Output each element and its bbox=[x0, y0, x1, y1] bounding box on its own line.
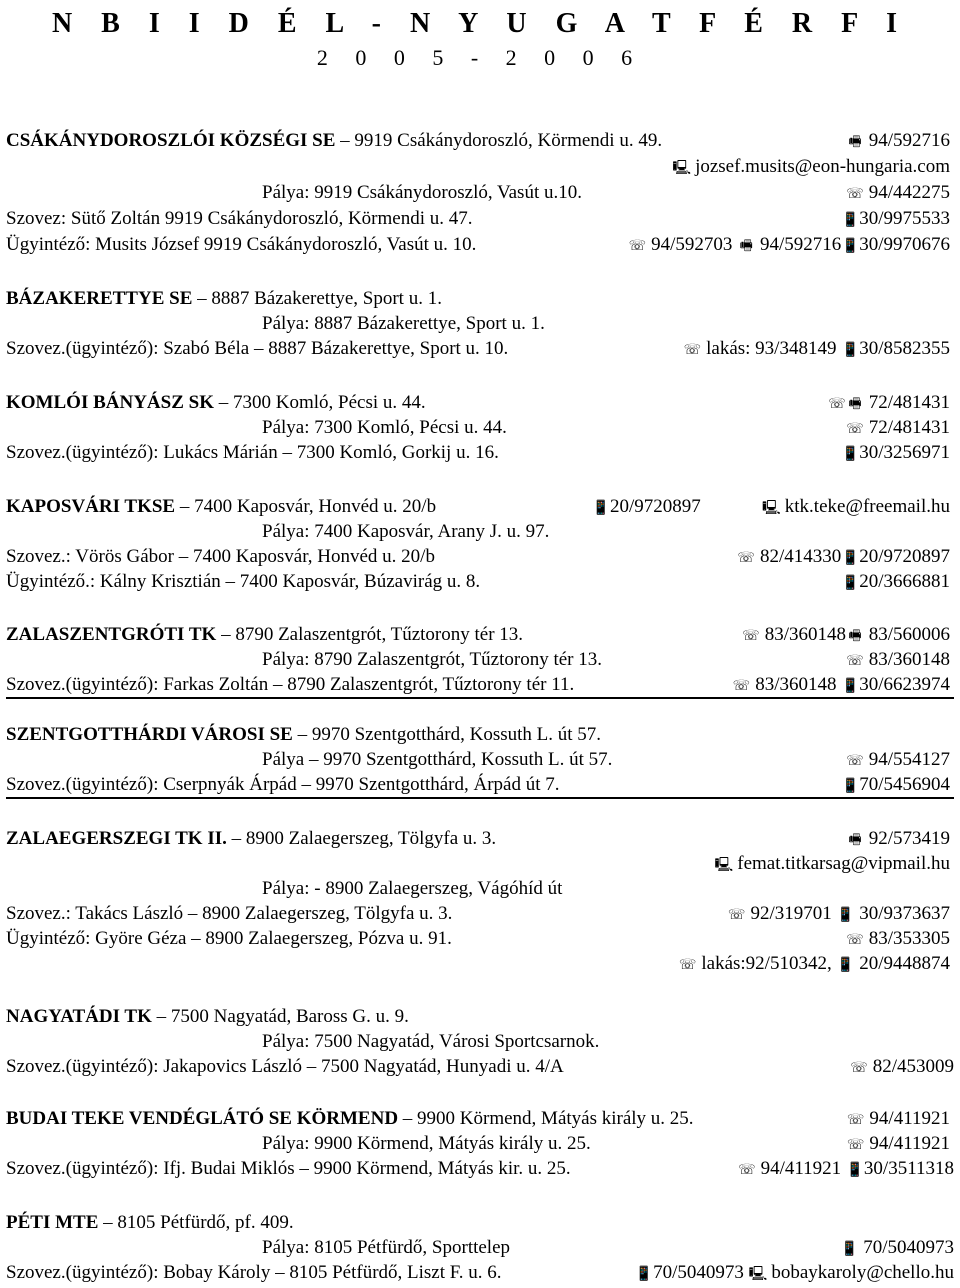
szovez-contacts: ☏ 83/360148 📱30/6623974 bbox=[732, 674, 950, 695]
club-phone-fax: ☏ 83/360148 🖷 83/560006 bbox=[742, 624, 950, 645]
club-szovez: Szovez.(ügyintéző): Farkas Zoltán – 8790 Zalaszentgrót, Tűztorony tér 11. bbox=[6, 674, 575, 695]
club-address: – 8105 Pétfürdő, pf. 409. bbox=[98, 1212, 294, 1233]
szovez-mobile: 📱30/3256971 bbox=[841, 442, 950, 463]
club-name: CSÁKÁNYDOROSZLÓI KÖZSÉGI SE bbox=[6, 130, 336, 151]
mobile-icon: 📱 bbox=[836, 907, 855, 923]
club-header bbox=[6, 1212, 294, 1234]
ugyintezo-mobile: 📱20/3666881 bbox=[841, 571, 950, 592]
club-fax: 🖷 94/592716 bbox=[846, 130, 950, 153]
club-szovez: Szovez.(ügyintéző): Bobay Károly – 8105 Pétfürdő, Liszt F. u. 6. bbox=[6, 1262, 502, 1283]
club-address: – 9919 Csákánydoroszló, Körmendi u. 49. bbox=[335, 130, 663, 151]
phone-icon: ☏ bbox=[846, 421, 864, 437]
mobile-icon: 📱 bbox=[841, 342, 859, 358]
phone-icon: ☏ bbox=[850, 1060, 868, 1076]
club-phone-fax: ☏ 🖷 72/481431 bbox=[828, 392, 950, 413]
mobile-icon: 📱 bbox=[846, 1162, 864, 1178]
mobile-icon: 📱 bbox=[592, 500, 610, 516]
club-address: – 8887 Bázakerettye, Sport u. 1. bbox=[192, 288, 442, 309]
club-venue: Pálya: 8790 Zalaszentgrót, Tűztorony tér 13. bbox=[262, 649, 602, 670]
venue-phone: ☏ 72/481431 bbox=[846, 417, 950, 438]
club-ugyintezo: Ügyintéző: Györe Géza – 8900 Zalaegerszeg, Pózva u. 91. bbox=[6, 928, 452, 949]
ugyintezo-home-contacts: ☏ lakás:92/510342, 📱 20/9448874 bbox=[678, 953, 950, 974]
mobile-icon: 📱 bbox=[841, 778, 859, 794]
venue-phone: ☏ 83/360148 bbox=[846, 649, 950, 670]
email-icon: 🖳 bbox=[748, 1266, 768, 1282]
club-szovez: Szovez.: Takács László – 8900 Zalaegerszeg, Tölgyfa u. 3. bbox=[6, 903, 453, 924]
section-divider bbox=[6, 797, 954, 799]
fax-icon: 🖷 bbox=[848, 396, 862, 412]
mobile-icon: 📱 bbox=[841, 212, 859, 228]
club-name: PÉTI MTE bbox=[6, 1212, 99, 1233]
mobile-icon: 📱 bbox=[841, 550, 859, 566]
club-header bbox=[6, 1006, 409, 1028]
phone-icon: ☏ bbox=[846, 1112, 865, 1128]
club-szovez: Szovez.(ügyintéző): Ifj. Budai Miklós – 9900 Körmend, Mátyás kir. u. 25. bbox=[6, 1158, 571, 1179]
szovez-contacts: ☏ 94/411921 📱30/3511318 bbox=[738, 1158, 954, 1179]
club-phone: ☏ 94/411921 bbox=[846, 1108, 950, 1129]
club-szovez: Szovez.(ügyintéző): Lukács Márián – 7300 Komló, Gorkij u. 16. bbox=[6, 442, 499, 463]
szovez-mobile: 📱30/9975533 bbox=[841, 208, 950, 229]
phone-icon: ☏ bbox=[727, 907, 746, 923]
club-header bbox=[6, 130, 662, 152]
mobile-icon: 📱 bbox=[836, 957, 855, 973]
venue-phone: ☏ 94/411921 bbox=[846, 1133, 950, 1154]
mobile-icon: 📱 bbox=[841, 238, 859, 254]
phone-icon: ☏ bbox=[846, 932, 864, 948]
club-email[interactable]: 🖳 jozsef.musits@eon-hungaria.com bbox=[672, 156, 950, 177]
club-name: BÁZAKERETTYE SE bbox=[6, 288, 193, 309]
ugyintezo-phone: ☏ 83/353305 bbox=[846, 928, 950, 949]
club-email[interactable]: 🖳 ktk.teke@freemail.hu bbox=[762, 496, 950, 517]
club-name: SZENTGOTTHÁRDI VÁROSI SE bbox=[6, 724, 293, 745]
club-szovez: Szovez.(ügyintéző): Jakapovics László – 7500 Nagyatád, Hunyadi u. 4/A bbox=[6, 1056, 564, 1077]
phone-icon: ☏ bbox=[737, 550, 755, 566]
club-mobile: 📱20/9720897 bbox=[592, 496, 701, 517]
club-venue: Pálya: 8887 Bázakerettye, Sport u. 1. bbox=[262, 313, 545, 334]
email-icon: 🖳 bbox=[672, 160, 691, 176]
club-header bbox=[6, 624, 523, 646]
club-venue: Pálya: 9919 Csákánydoroszló, Vasút u.10. bbox=[262, 182, 582, 203]
phone-icon: ☏ bbox=[678, 957, 697, 973]
club-header bbox=[6, 392, 426, 414]
phone-icon: ☏ bbox=[846, 653, 864, 669]
club-name: KAPOSVÁRI TKSE bbox=[6, 496, 176, 517]
club-name: KOMLÓI BÁNYÁSZ SK bbox=[6, 392, 214, 413]
page-title: N B I I D É L - N Y U G A T F É R F I bbox=[51, 8, 909, 39]
phone-icon: ☏ bbox=[732, 678, 751, 694]
mobile-icon: 📱 bbox=[635, 1266, 653, 1282]
szovez-mobile: 📱70/5456904 bbox=[841, 774, 950, 795]
mobile-icon: 📱 bbox=[841, 446, 859, 462]
phone-icon: ☏ bbox=[846, 753, 864, 769]
club-venue: Pálya: 9900 Körmend, Mátyás király u. 25. bbox=[262, 1133, 591, 1154]
club-header bbox=[6, 724, 601, 746]
club-venue: Pálya: 7500 Nagyatád, Városi Sportcsarnok. bbox=[262, 1031, 600, 1052]
phone-icon: ☏ bbox=[846, 1137, 865, 1153]
mobile-icon: 📱 bbox=[841, 575, 859, 591]
club-venue: Pálya: 7400 Kaposvár, Arany J. u. 97. bbox=[262, 521, 550, 542]
club-address: – 9900 Körmend, Mátyás király u. 25. bbox=[398, 1108, 694, 1129]
club-address: – 8900 Zalaegerszeg, Tölgyfa u. 3. bbox=[226, 828, 497, 849]
club-address: – 7300 Komló, Pécsi u. 44. bbox=[213, 392, 426, 413]
mobile-icon: 📱 bbox=[840, 1241, 859, 1257]
club-header bbox=[6, 288, 442, 310]
ugyintezo-contacts: ☏ 94/592703 🖷 94/592716📱30/9970676 bbox=[628, 234, 950, 255]
club-venue: Pálya: - 8900 Zalaegerszeg, Vágóhíd út bbox=[262, 878, 563, 899]
szovez-contacts: ☏ lakás: 93/348149 📱30/8582355 bbox=[683, 338, 950, 359]
club-header bbox=[6, 496, 436, 518]
club-name: BUDAI TEKE VENDÉGLÁTÓ SE KÖRMEND bbox=[6, 1108, 399, 1129]
venue-phone: ☏ 94/554127 bbox=[846, 749, 950, 770]
club-address: – 9970 Szentgotthárd, Kossuth L. út 57. bbox=[292, 724, 602, 745]
phone-icon: ☏ bbox=[846, 186, 864, 202]
club-fax: 🖷 92/573419 bbox=[846, 828, 950, 851]
club-venue: Pálya – 9970 Szentgotthárd, Kossuth L. út 57. bbox=[262, 749, 613, 770]
club-header bbox=[6, 1108, 694, 1130]
club-szovez: Szovez.(ügyintéző): Cserpnyák Árpád – 9970 Szentgotthárd, Árpád út 7. bbox=[6, 774, 560, 795]
phone-icon: ☏ bbox=[738, 1162, 756, 1178]
szovez-contacts: ☏ 82/414330📱20/9720897 bbox=[737, 546, 950, 567]
venue-phone: ☏ 94/442275 bbox=[846, 182, 950, 203]
szovez-phone: ☏ 82/453009 bbox=[850, 1056, 954, 1077]
club-ugyintezo: Ügyintéző.: Kálny Krisztián – 7400 Kaposvár, Búzavirág u. 8. bbox=[6, 571, 481, 592]
phone-icon: ☏ bbox=[628, 238, 647, 254]
club-venue: Pálya: 7300 Komló, Pécsi u. 44. bbox=[262, 417, 507, 438]
fax-icon: 🖷 bbox=[848, 134, 862, 150]
phone-icon: ☏ bbox=[683, 342, 702, 358]
email-icon: 🖳 bbox=[762, 500, 781, 516]
szovez-contacts: ☏ 92/319701 📱 30/9373637 bbox=[727, 903, 950, 924]
club-name: ZALAEGERSZEGI TK II. bbox=[6, 828, 227, 849]
club-szovez: Szovez.(ügyintéző): Szabó Béla – 8887 Bázakerettye, Sport u. 10. bbox=[6, 338, 509, 359]
fax-icon: 🖷 bbox=[848, 628, 862, 644]
club-address: – 7400 Kaposvár, Honvéd u. 20/b bbox=[175, 496, 437, 517]
club-address: – 7500 Nagyatád, Baross G. u. 9. bbox=[151, 1006, 409, 1027]
club-address: – 8790 Zalaszentgrót, Tűztorony tér 13. bbox=[216, 624, 524, 645]
club-name: NAGYATÁDI TK bbox=[6, 1006, 152, 1027]
venue-mobile: 📱 70/5040973 bbox=[840, 1237, 954, 1258]
phone-icon: ☏ bbox=[742, 628, 760, 644]
section-divider bbox=[6, 697, 954, 699]
szovez-contacts: 📱70/5040973 🖳 bobaykaroly@chello.hu bbox=[635, 1262, 954, 1283]
club-header bbox=[6, 828, 496, 850]
fax-icon: 🖷 bbox=[848, 832, 862, 848]
phone-icon: ☏ bbox=[828, 396, 846, 412]
club-szovez: Szovez: Sütő Zoltán 9919 Csákánydoroszló, Körmendi u. 47. bbox=[6, 208, 473, 229]
season-subtitle: 2 0 0 5 - 2 0 0 6 bbox=[316, 45, 644, 70]
email-icon: 🖳 bbox=[714, 857, 734, 873]
club-name: ZALASZENTGRÓTI TK bbox=[6, 624, 217, 645]
club-venue: Pálya: 8105 Pétfürdő, Sporttelep bbox=[262, 1237, 511, 1258]
fax-icon: 🖷 bbox=[739, 238, 753, 254]
club-szovez: Szovez.: Vörös Gábor – 7400 Kaposvár, Honvéd u. 20/b bbox=[6, 546, 435, 567]
mobile-icon: 📱 bbox=[841, 678, 859, 694]
club-email[interactable]: 🖳 femat.titkarsag@vipmail.hu bbox=[714, 853, 950, 874]
club-ugyintezo: Ügyintéző: Musits József 9919 Csákánydoroszló, Vasút u. 10. bbox=[6, 234, 477, 255]
